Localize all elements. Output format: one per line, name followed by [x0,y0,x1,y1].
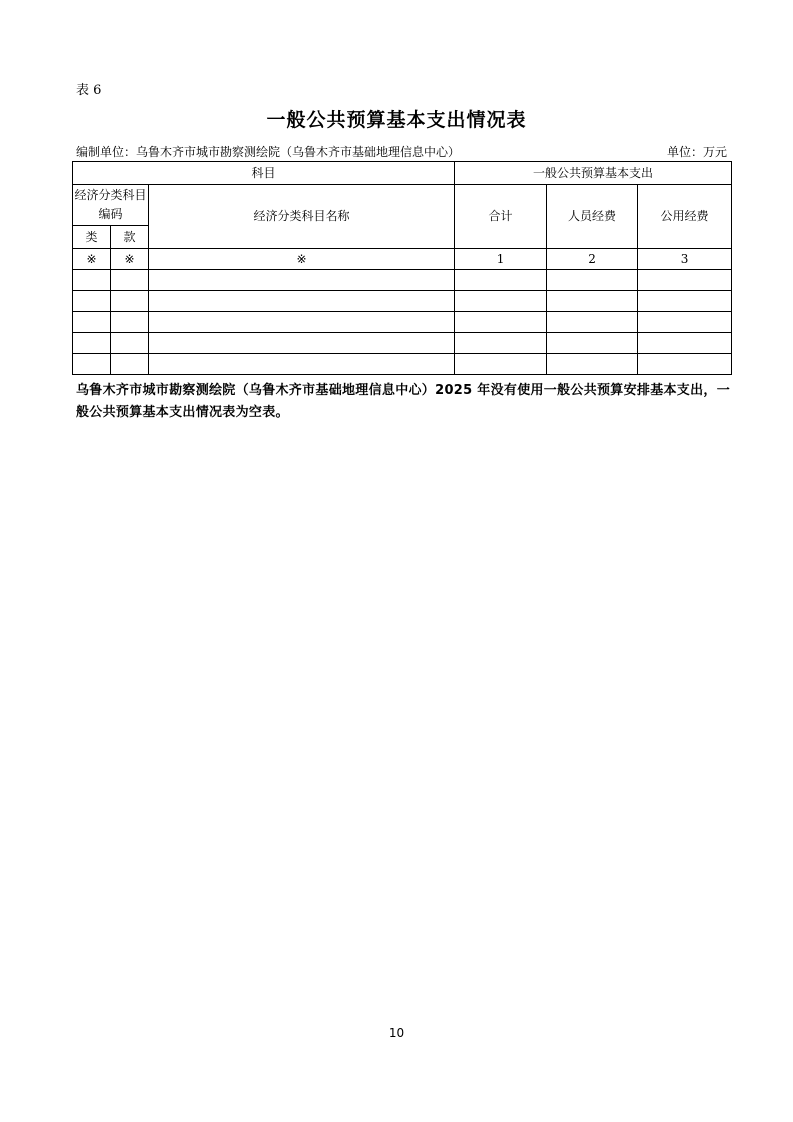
organization-line: 编制单位：乌鲁木齐市城市勘察测绘院（乌鲁木齐市基础地理信息中心） [76,145,461,159]
empty-cell [455,291,547,312]
header-total: 合计 [455,185,547,249]
empty-cell [638,333,732,354]
header-basic-expense: 一般公共预算基本支出 [455,162,732,185]
header-class: 类 [73,226,111,249]
empty-cell [638,312,732,333]
table-row [73,354,732,375]
expense-table [72,161,732,375]
header-subject: 科目 [73,162,455,185]
header-personnel: 人员经费 [547,185,638,249]
empty-cell [149,333,455,354]
empty-cell [111,333,149,354]
unit-label: 单位：万元 [666,145,727,159]
empty-cell [547,270,638,291]
index-personnel: 2 [547,249,638,270]
empty-cell [73,333,111,354]
empty-cell [149,270,455,291]
index-class: ※ [73,249,111,270]
empty-cell [111,354,149,375]
empty-cell [638,354,732,375]
empty-cell [73,270,111,291]
empty-cell [111,270,149,291]
empty-cell [111,312,149,333]
table-row [73,333,732,354]
index-row [73,249,732,270]
index-total: 1 [455,249,547,270]
empty-cell [547,333,638,354]
table-row [73,270,732,291]
empty-cell [455,354,547,375]
header-public: 公用经费 [638,185,732,249]
empty-cell [149,354,455,375]
empty-cell [547,291,638,312]
empty-cell [73,291,111,312]
empty-cell [455,312,547,333]
empty-cell [638,270,732,291]
header-item: 款 [111,226,149,249]
empty-cell [638,291,732,312]
index-item: ※ [111,249,149,270]
index-name: ※ [149,249,455,270]
empty-cell [149,312,455,333]
header-economic-name: 经济分类科目名称 [149,185,455,249]
empty-cell [455,333,547,354]
empty-cell [547,312,638,333]
empty-cell [111,291,149,312]
empty-cell [73,354,111,375]
empty-cell [149,291,455,312]
table-row [73,312,732,333]
page-number: 10 [388,1026,405,1040]
index-public: 3 [638,249,732,270]
empty-cell [73,312,111,333]
page-title: 一般公共预算基本支出情况表 [266,109,527,131]
table-row [73,291,732,312]
empty-cell [547,354,638,375]
empty-cell [455,270,547,291]
empty-table-note: 乌鲁木齐市城市勘察测绘院（乌鲁木齐市基础地理信息中心）2025 年没有使用一般公共预算安排基本支出，一般公共预算基本支出情况表为空表。 [76,383,731,420]
table-number-label: 表 6 [76,83,102,98]
header-economic-code: 经济分类科目编码 [73,185,149,226]
